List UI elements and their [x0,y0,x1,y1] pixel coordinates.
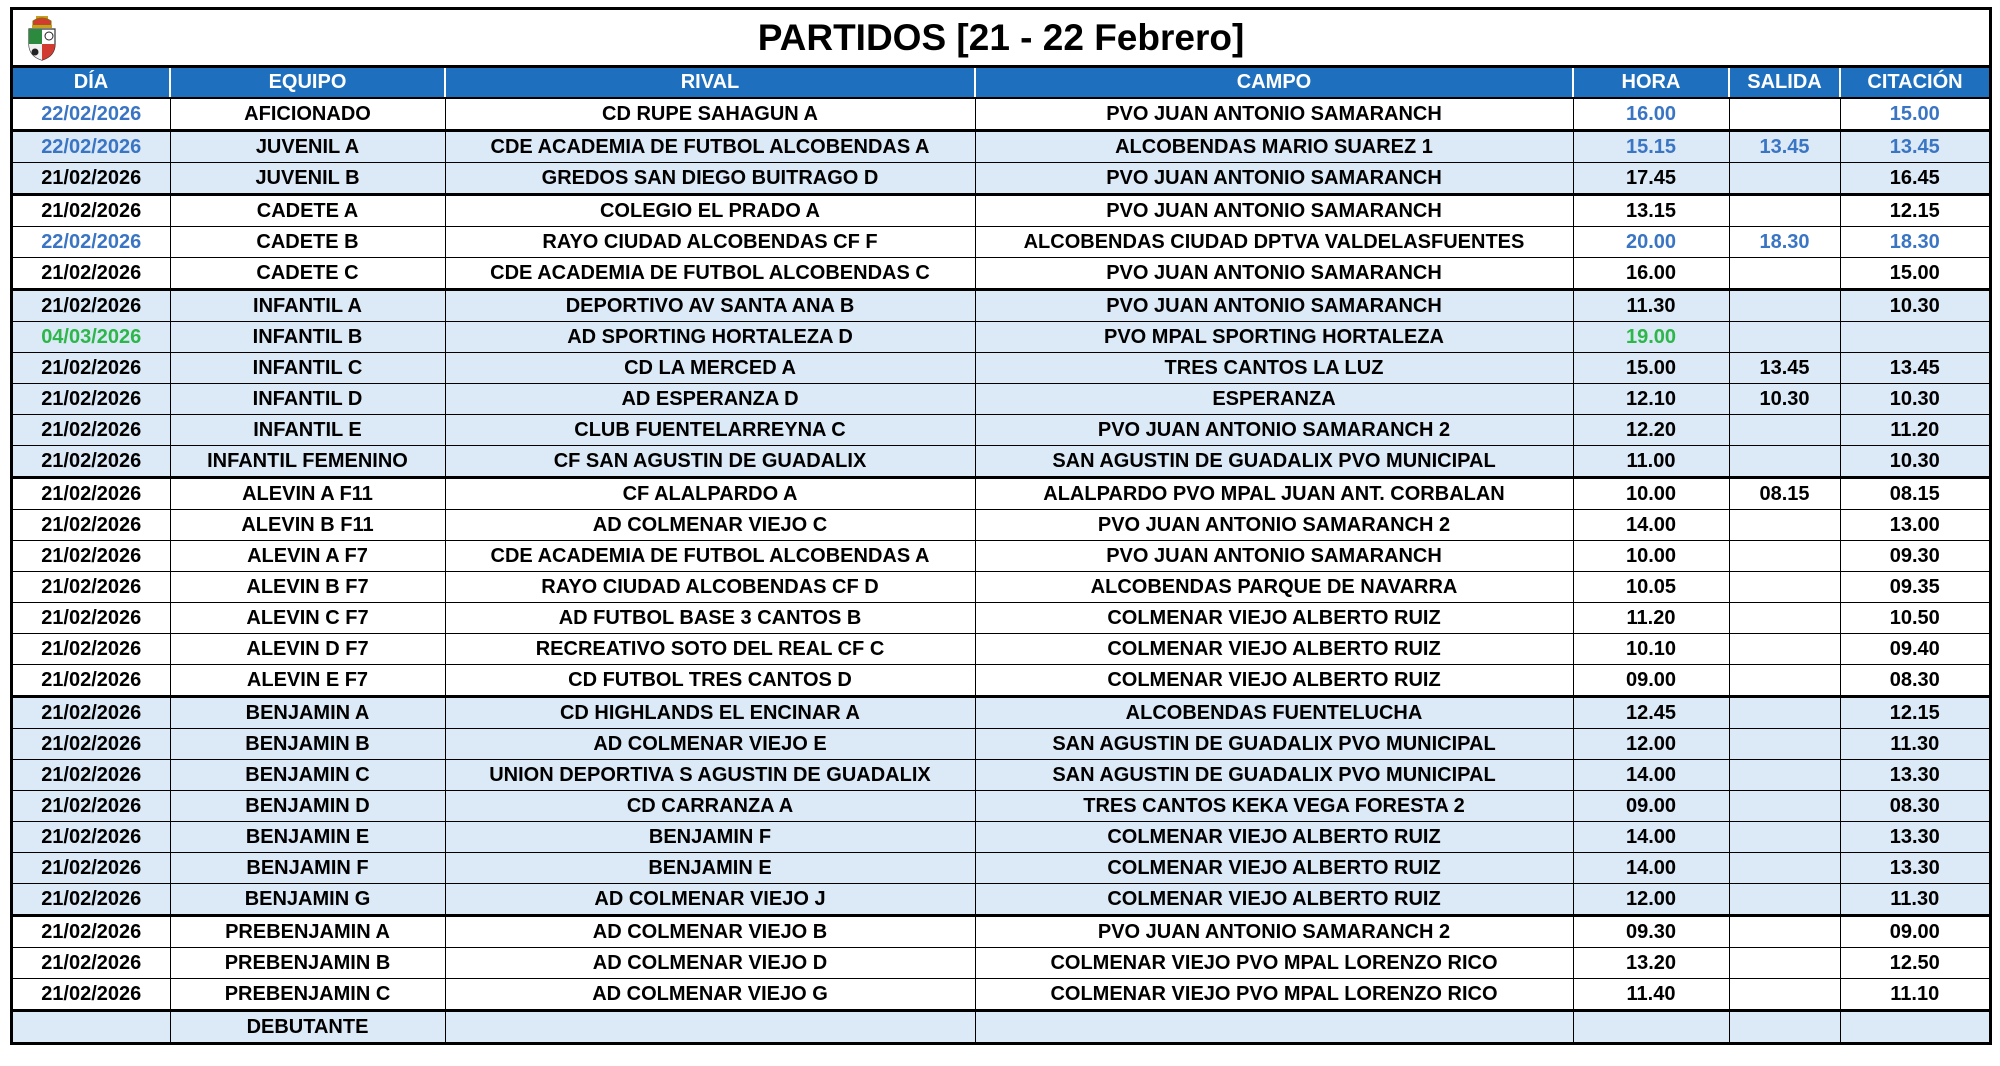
cell-citacion: 15.00 [1840,98,1989,131]
cell-citacion: 08.30 [1840,791,1989,822]
cell-equipo: BENJAMIN G [170,884,445,916]
column-header-equipo: EQUIPO [170,68,445,98]
header-row [13,68,1989,98]
cell-salida [1729,884,1840,916]
cell-citacion: 09.40 [1840,634,1989,665]
cell-citacion [1840,1011,1989,1043]
cell-equipo: ALEVIN D F7 [170,634,445,665]
cell-salida [1729,853,1840,884]
cell-campo: TRES CANTOS KEKA VEGA FORESTA 2 [975,791,1573,822]
cell-hora: 13.20 [1573,948,1729,979]
cell-citacion: 08.30 [1840,665,1989,697]
cell-campo: ALCOBENDAS PARQUE DE NAVARRA [975,572,1573,603]
cell-salida [1729,510,1840,541]
cell-dia: 21/02/2026 [13,665,170,697]
cell-equipo: ALEVIN E F7 [170,665,445,697]
cell-campo: COLMENAR VIEJO PVO MPAL LORENZO RICO [975,979,1573,1011]
cell-rival: CD CARRANZA A [445,791,975,822]
cell-hora: 11.20 [1573,603,1729,634]
cell-dia: 21/02/2026 [13,572,170,603]
cell-citacion: 16.45 [1840,163,1989,195]
cell-salida [1729,195,1840,227]
cell-campo: SAN AGUSTIN DE GUADALIX PVO MUNICIPAL [975,760,1573,791]
cell-hora: 12.10 [1573,384,1729,415]
table-row [13,478,1989,510]
cell-citacion: 09.35 [1840,572,1989,603]
cell-rival: CDE ACADEMIA DE FUTBOL ALCOBENDAS C [445,258,975,290]
cell-campo: ALALPARDO PVO MPAL JUAN ANT. CORBALAN [975,478,1573,510]
table-row [13,603,1989,634]
cell-salida [1729,634,1840,665]
cell-equipo: ALEVIN B F7 [170,572,445,603]
table-row [13,384,1989,415]
cell-equipo: INFANTIL E [170,415,445,446]
table-row [13,760,1989,791]
cell-salida: 18.30 [1729,227,1840,258]
cell-hora: 16.00 [1573,98,1729,131]
cell-citacion: 18.30 [1840,227,1989,258]
cell-rival: CLUB FUENTELARREYNA C [445,415,975,446]
cell-dia: 21/02/2026 [13,415,170,446]
cell-equipo: BENJAMIN E [170,822,445,853]
cell-campo: PVO JUAN ANTONIO SAMARANCH [975,541,1573,572]
cell-dia: 21/02/2026 [13,353,170,384]
cell-salida [1729,572,1840,603]
cell-citacion: 10.30 [1840,290,1989,322]
cell-rival: AD COLMENAR VIEJO G [445,979,975,1011]
table-row [13,227,1989,258]
cell-salida [1729,948,1840,979]
cell-dia: 04/03/2026 [13,322,170,353]
cell-salida: 10.30 [1729,384,1840,415]
club-crest-icon [24,14,60,62]
cell-rival: CDE ACADEMIA DE FUTBOL ALCOBENDAS A [445,131,975,163]
column-header-dia: DÍA [13,68,170,98]
cell-campo: PVO JUAN ANTONIO SAMARANCH 2 [975,415,1573,446]
table-row [13,131,1989,163]
cell-dia: 22/02/2026 [13,131,170,163]
cell-campo: COLMENAR VIEJO PVO MPAL LORENZO RICO [975,948,1573,979]
table-row [13,258,1989,290]
cell-hora: 11.30 [1573,290,1729,322]
cell-campo: COLMENAR VIEJO ALBERTO RUIZ [975,884,1573,916]
cell-campo: PVO JUAN ANTONIO SAMARANCH 2 [975,510,1573,541]
cell-dia: 21/02/2026 [13,791,170,822]
cell-campo: COLMENAR VIEJO ALBERTO RUIZ [975,634,1573,665]
cell-equipo: ALEVIN C F7 [170,603,445,634]
cell-rival: AD COLMENAR VIEJO E [445,729,975,760]
cell-campo: ALCOBENDAS FUENTELUCHA [975,697,1573,729]
cell-equipo: JUVENIL B [170,163,445,195]
cell-hora: 17.45 [1573,163,1729,195]
cell-equipo: DEBUTANTE [170,1011,445,1043]
cell-hora: 14.00 [1573,760,1729,791]
cell-dia: 21/02/2026 [13,634,170,665]
cell-rival: UNION DEPORTIVA S AGUSTIN DE GUADALIX [445,760,975,791]
cell-hora: 14.00 [1573,853,1729,884]
cell-dia: 21/02/2026 [13,979,170,1011]
cell-rival: RECREATIVO SOTO DEL REAL CF C [445,634,975,665]
table-row [13,791,1989,822]
table-row [13,446,1989,478]
cell-salida [1729,916,1840,948]
cell-campo [975,1011,1573,1043]
column-header-campo: CAMPO [975,68,1573,98]
column-header-citacion: CITACIÓN [1840,68,1989,98]
cell-campo: PVO JUAN ANTONIO SAMARANCH [975,163,1573,195]
cell-hora: 10.10 [1573,634,1729,665]
cell-dia: 21/02/2026 [13,384,170,415]
cell-equipo: ALEVIN B F11 [170,510,445,541]
table-row [13,884,1989,916]
cell-dia: 21/02/2026 [13,884,170,916]
cell-hora: 20.00 [1573,227,1729,258]
cell-citacion: 13.00 [1840,510,1989,541]
cell-hora: 15.15 [1573,131,1729,163]
cell-equipo: BENJAMIN C [170,760,445,791]
cell-dia [13,1011,170,1043]
cell-equipo: PREBENJAMIN A [170,916,445,948]
cell-citacion: 11.30 [1840,884,1989,916]
cell-hora [1573,1011,1729,1043]
cell-rival: AD COLMENAR VIEJO C [445,510,975,541]
cell-citacion: 12.15 [1840,697,1989,729]
column-header-salida: SALIDA [1729,68,1840,98]
table-row [13,697,1989,729]
cell-equipo: ALEVIN A F7 [170,541,445,572]
cell-dia: 21/02/2026 [13,541,170,572]
cell-hora: 12.00 [1573,729,1729,760]
cell-equipo: BENJAMIN B [170,729,445,760]
cell-rival: AD FUTBOL BASE 3 CANTOS B [445,603,975,634]
cell-salida [1729,98,1840,131]
cell-hora: 10.05 [1573,572,1729,603]
cell-rival: CD HIGHLANDS EL ENCINAR A [445,697,975,729]
cell-hora: 09.00 [1573,665,1729,697]
cell-rival: RAYO CIUDAD ALCOBENDAS CF D [445,572,975,603]
cell-rival: CDE ACADEMIA DE FUTBOL ALCOBENDAS A [445,541,975,572]
cell-equipo: JUVENIL A [170,131,445,163]
cell-rival: CF ALALPARDO A [445,478,975,510]
cell-dia: 22/02/2026 [13,98,170,131]
table-row [13,98,1989,131]
cell-campo: ALCOBENDAS CIUDAD DPTVA VALDELASFUENTES [975,227,1573,258]
cell-hora: 09.00 [1573,791,1729,822]
table-row [13,916,1989,948]
cell-dia: 21/02/2026 [13,760,170,791]
cell-salida [1729,322,1840,353]
cell-rival: AD COLMENAR VIEJO B [445,916,975,948]
cell-dia: 21/02/2026 [13,822,170,853]
cell-dia: 21/02/2026 [13,163,170,195]
cell-dia: 21/02/2026 [13,916,170,948]
cell-campo: PVO JUAN ANTONIO SAMARANCH [975,195,1573,227]
cell-citacion: 12.50 [1840,948,1989,979]
cell-hora: 14.00 [1573,510,1729,541]
cell-campo: ESPERANZA [975,384,1573,415]
cell-dia: 21/02/2026 [13,729,170,760]
table-row [13,665,1989,697]
cell-campo: COLMENAR VIEJO ALBERTO RUIZ [975,603,1573,634]
matches-body [13,98,1989,1042]
cell-hora: 12.45 [1573,697,1729,729]
cell-salida [1729,603,1840,634]
cell-hora: 10.00 [1573,541,1729,572]
cell-salida [1729,822,1840,853]
cell-dia: 21/02/2026 [13,603,170,634]
table-row [13,415,1989,446]
cell-campo: TRES CANTOS LA LUZ [975,353,1573,384]
cell-hora: 11.00 [1573,446,1729,478]
cell-salida [1729,791,1840,822]
cell-salida [1729,163,1840,195]
cell-campo: COLMENAR VIEJO ALBERTO RUIZ [975,822,1573,853]
cell-equipo: INFANTIL A [170,290,445,322]
cell-rival: AD COLMENAR VIEJO D [445,948,975,979]
cell-rival: CD RUPE SAHAGUN A [445,98,975,131]
cell-campo: SAN AGUSTIN DE GUADALIX PVO MUNICIPAL [975,729,1573,760]
cell-campo: COLMENAR VIEJO ALBERTO RUIZ [975,853,1573,884]
cell-equipo: BENJAMIN D [170,791,445,822]
cell-campo: PVO MPAL SPORTING HORTALEZA [975,322,1573,353]
cell-citacion: 15.00 [1840,258,1989,290]
cell-citacion: 12.15 [1840,195,1989,227]
cell-salida [1729,979,1840,1011]
cell-dia: 21/02/2026 [13,478,170,510]
cell-campo: ALCOBENDAS MARIO SUAREZ 1 [975,131,1573,163]
cell-equipo: CADETE C [170,258,445,290]
cell-dia: 21/02/2026 [13,258,170,290]
cell-salida [1729,290,1840,322]
cell-dia: 21/02/2026 [13,290,170,322]
cell-hora: 14.00 [1573,822,1729,853]
cell-dia: 21/02/2026 [13,697,170,729]
cell-rival: AD COLMENAR VIEJO J [445,884,975,916]
cell-rival: BENJAMIN F [445,822,975,853]
cell-citacion: 13.45 [1840,131,1989,163]
cell-hora: 12.20 [1573,415,1729,446]
cell-salida [1729,446,1840,478]
cell-dia: 21/02/2026 [13,510,170,541]
cell-equipo: PREBENJAMIN C [170,979,445,1011]
cell-salida [1729,541,1840,572]
cell-salida [1729,665,1840,697]
table-row [13,290,1989,322]
cell-salida [1729,760,1840,791]
cell-rival [445,1011,975,1043]
table-row [13,634,1989,665]
cell-salida [1729,1011,1840,1043]
cell-citacion: 13.45 [1840,353,1989,384]
cell-citacion: 11.30 [1840,729,1989,760]
cell-hora: 09.30 [1573,916,1729,948]
cell-hora: 15.00 [1573,353,1729,384]
cell-salida [1729,415,1840,446]
cell-rival: RAYO CIUDAD ALCOBENDAS CF F [445,227,975,258]
cell-dia: 22/02/2026 [13,227,170,258]
cell-hora: 12.00 [1573,884,1729,916]
table-row [13,541,1989,572]
table-row [13,822,1989,853]
cell-campo: PVO JUAN ANTONIO SAMARANCH 2 [975,916,1573,948]
cell-dia: 21/02/2026 [13,446,170,478]
cell-equipo: CADETE A [170,195,445,227]
cell-citacion: 13.30 [1840,822,1989,853]
cell-salida [1729,729,1840,760]
cell-dia: 21/02/2026 [13,853,170,884]
cell-rival: BENJAMIN E [445,853,975,884]
cell-campo: SAN AGUSTIN DE GUADALIX PVO MUNICIPAL [975,446,1573,478]
cell-citacion [1840,322,1989,353]
cell-dia: 21/02/2026 [13,195,170,227]
cell-dia: 21/02/2026 [13,948,170,979]
cell-salida: 13.45 [1729,131,1840,163]
cell-citacion: 13.30 [1840,760,1989,791]
cell-campo: COLMENAR VIEJO ALBERTO RUIZ [975,665,1573,697]
cell-salida [1729,697,1840,729]
cell-hora: 10.00 [1573,478,1729,510]
cell-equipo: INFANTIL B [170,322,445,353]
cell-citacion: 11.20 [1840,415,1989,446]
cell-rival: CD LA MERCED A [445,353,975,384]
cell-equipo: AFICIONADO [170,98,445,131]
cell-hora: 19.00 [1573,322,1729,353]
cell-campo: PVO JUAN ANTONIO SAMARANCH [975,290,1573,322]
schedule-sheet [10,7,1992,1045]
table-row [13,195,1989,227]
cell-equipo: BENJAMIN F [170,853,445,884]
cell-salida: 08.15 [1729,478,1840,510]
cell-equipo: PREBENJAMIN B [170,948,445,979]
table-row [13,853,1989,884]
cell-hora: 11.40 [1573,979,1729,1011]
cell-equipo: INFANTIL C [170,353,445,384]
cell-rival: CD FUTBOL TRES CANTOS D [445,665,975,697]
cell-equipo: INFANTIL FEMENINO [170,446,445,478]
cell-hora: 13.15 [1573,195,1729,227]
table-row [13,322,1989,353]
table-row [13,729,1989,760]
cell-equipo: INFANTIL D [170,384,445,415]
cell-rival: CF SAN AGUSTIN DE GUADALIX [445,446,975,478]
cell-citacion: 09.30 [1840,541,1989,572]
cell-campo: PVO JUAN ANTONIO SAMARANCH [975,98,1573,131]
cell-equipo: BENJAMIN A [170,697,445,729]
table-row [13,1011,1989,1043]
cell-salida: 13.45 [1729,353,1840,384]
cell-citacion: 09.00 [1840,916,1989,948]
cell-campo: PVO JUAN ANTONIO SAMARANCH [975,258,1573,290]
cell-rival: DEPORTIVO AV SANTA ANA B [445,290,975,322]
matches-table [13,68,1989,1042]
cell-hora: 16.00 [1573,258,1729,290]
table-row [13,163,1989,195]
cell-equipo: ALEVIN A F11 [170,478,445,510]
cell-rival: AD SPORTING HORTALEZA D [445,322,975,353]
page-title: PARTIDOS [21 - 22 Febrero] [757,16,1245,58]
table-row [13,572,1989,603]
cell-citacion: 10.30 [1840,384,1989,415]
cell-citacion: 13.30 [1840,853,1989,884]
cell-rival: COLEGIO EL PRADO A [445,195,975,227]
table-row [13,353,1989,384]
cell-rival: GREDOS SAN DIEGO BUITRAGO D [445,163,975,195]
table-row [13,510,1989,541]
column-header-hora: HORA [1573,68,1729,98]
cell-rival: AD ESPERANZA D [445,384,975,415]
cell-equipo: CADETE B [170,227,445,258]
cell-citacion: 11.10 [1840,979,1989,1011]
cell-citacion: 10.50 [1840,603,1989,634]
column-header-rival: RIVAL [445,68,975,98]
cell-citacion: 10.30 [1840,446,1989,478]
title-bar [13,10,1989,68]
cell-citacion: 08.15 [1840,478,1989,510]
cell-salida [1729,258,1840,290]
table-row [13,948,1989,979]
table-row [13,979,1989,1011]
